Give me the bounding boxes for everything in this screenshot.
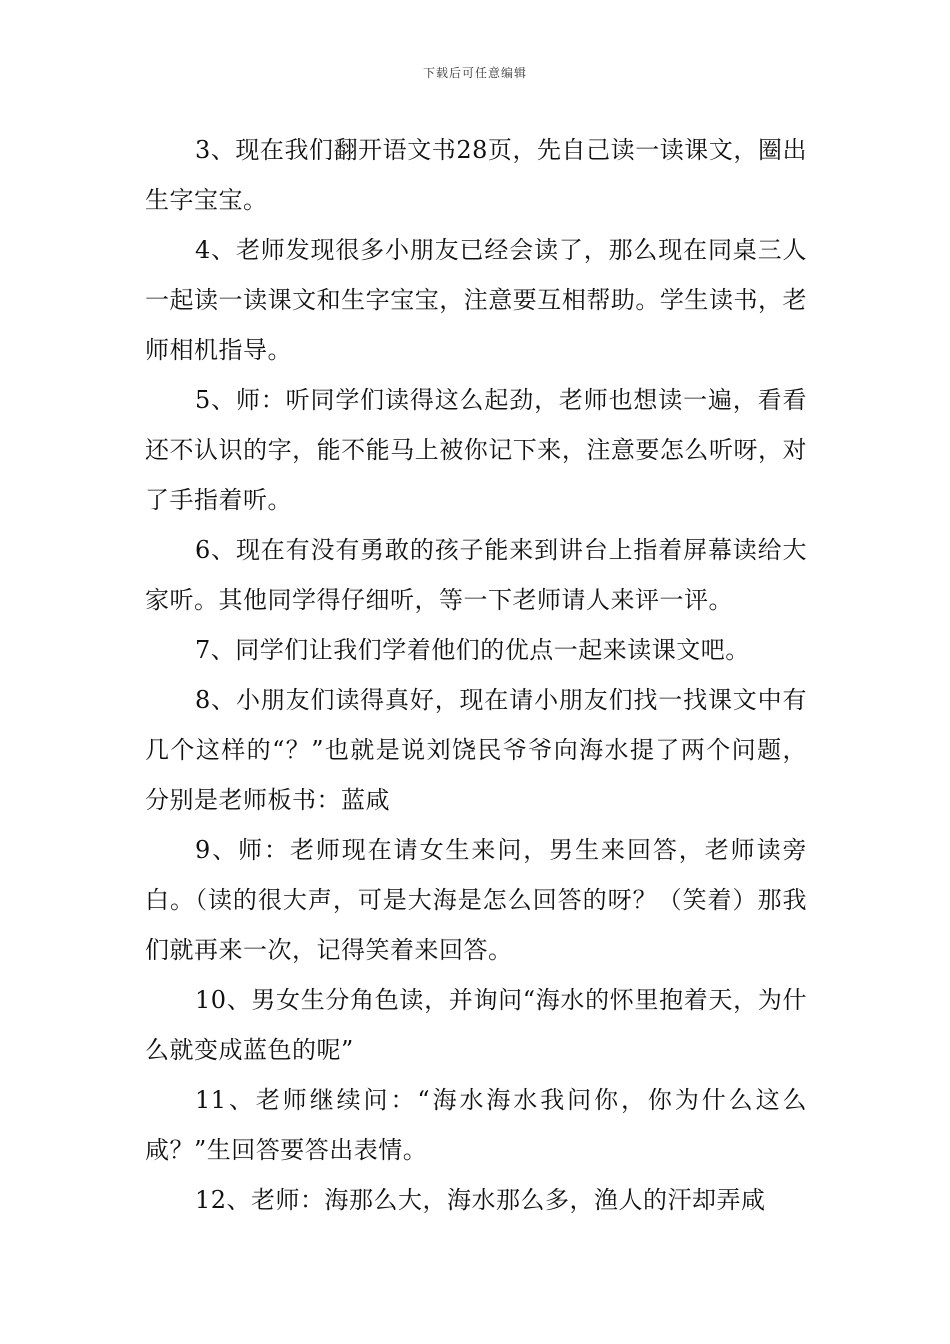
paragraph-step-5: 5、师：听同学们读得这么起劲，老师也想读一遍，看看还不认识的字，能不能马上被你记下来，注意要怎么听呀，对了手指着听。 [145, 386, 807, 514]
paragraph-step-9: 9、师：老师现在请女生来问，男生来回答，老师读旁白。（读的很大声，可是大海是怎么回答的呀？（笑着）那我们就再来一次，记得笑着来回答。 [145, 836, 807, 964]
document-body [145, 125, 807, 1225]
paragraph-step-4: 4、老师发现很多小朋友已经会读了，那么现在同桌三人一起读一读课文和生字宝宝，注意要互相帮助。学生读书，老师相机指导。 [145, 236, 807, 364]
paragraph-step-7: 7、同学们让我们学着他们的优点一起来读课文吧。 [195, 636, 750, 664]
paragraph-step-11: 11、老师继续问：“海水海水我问你，你为什么这么咸？”生回答要答出表情。 [145, 1086, 807, 1164]
paragraph-step-12: 12、老师：海那么大，海水那么多，渔人的汗却弄咸 [195, 1186, 766, 1214]
paragraph-step-10: 10、男女生分角色读，并询问“海水的怀里抱着天，为什么就变成蓝色的呢” [145, 986, 807, 1064]
paragraph-step-3: 3、现在我们翻开语文书28页，先自己读一读课文，圈出生字宝宝。 [145, 136, 807, 214]
paragraph-step-6: 6、现在有没有勇敢的孩子能来到讲台上指着屏幕读给大家听。其他同学得仔细听，等一下老师请人来评一评。 [145, 536, 807, 614]
page-header: 下载后可任意编辑 [422, 66, 527, 80]
paragraph-step-8: 8、小朋友们读得真好，现在请小朋友们找一找课文中有几个这样的“？”也就是说刘饶民爷爷向海水提了两个问题，分别是老师板书：蓝咸 [145, 686, 807, 814]
